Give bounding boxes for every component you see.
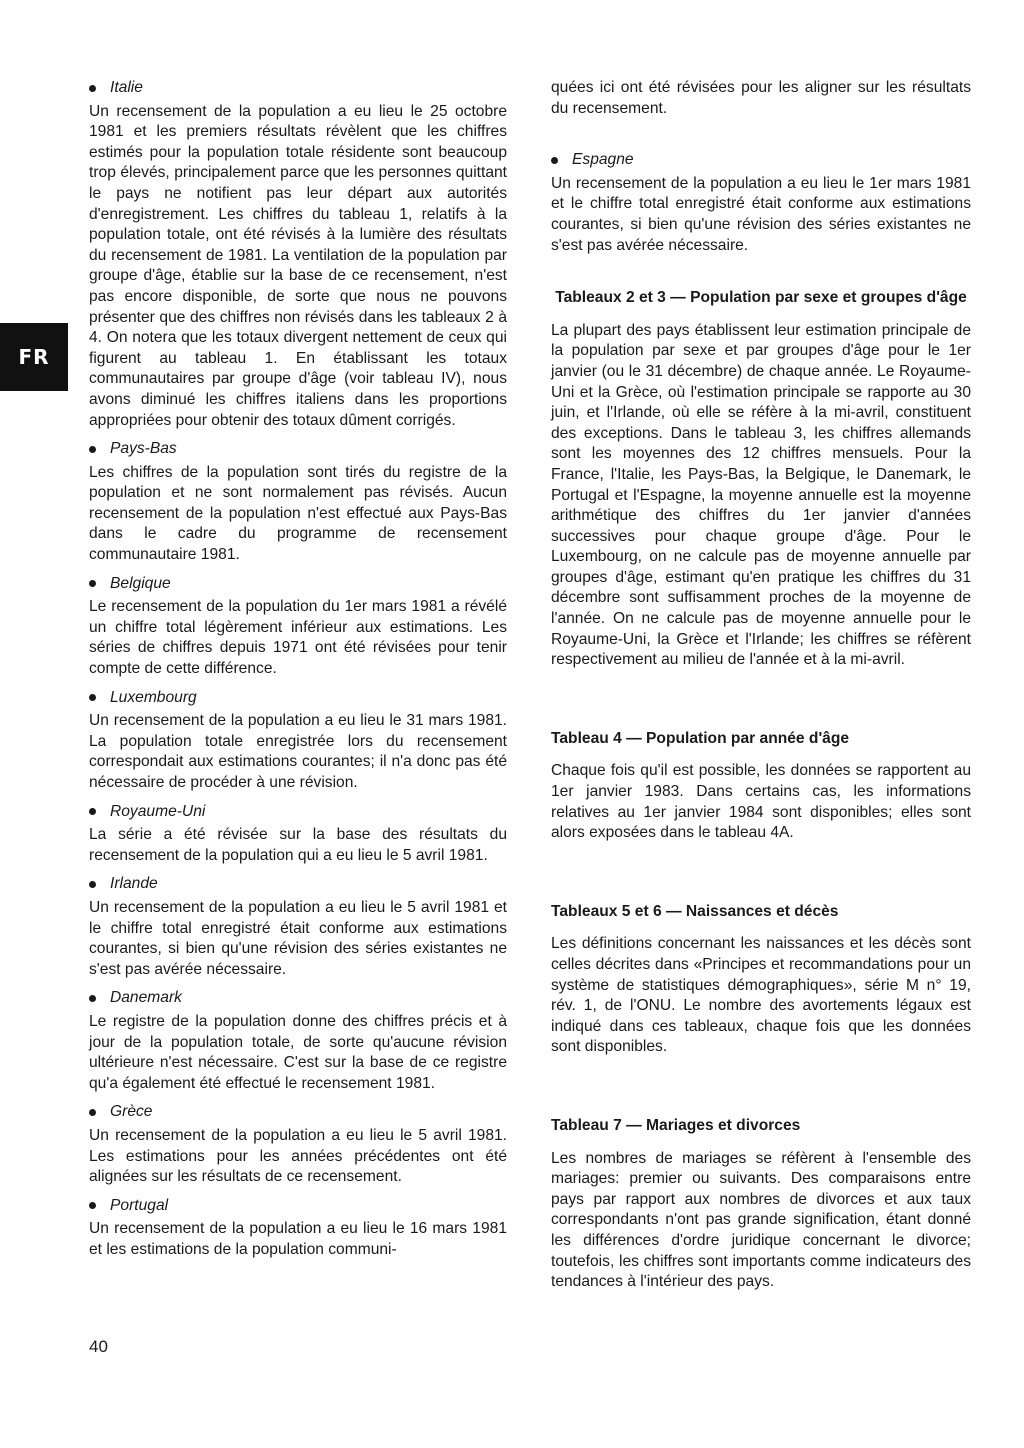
right-column	[551, 78, 971, 1323]
continued-text: quées ici ont été révisées pour les aligner sur les résultats du recensement.	[551, 79, 971, 117]
section-heading	[89, 1102, 507, 1123]
section-portugal	[89, 1196, 507, 1261]
section-text: Les définitions concernant les naissances et les décès sont celles décrites dans «Principes et recommandations pour un système de statistiques démographiques», série M n° 19, rév. 1, de l'ONU. Le nombre des avortements légaux est indiqué dans ces tableaux, chaque fois que les données sont disponibles.	[551, 935, 971, 1056]
left-column	[89, 78, 507, 1268]
section-text: Un recensement de la population a eu lieu le 5 avril 1981 et le chiffre total enregistré était conforme aux estimations courantes, si bien qu'une révision des séries existantes ne s'est pas avérée nécessaire.	[89, 898, 507, 978]
section-title: Grèce	[110, 1103, 153, 1121]
section-text: La série a été révisée sur la base des résultats du recensement de la population qui a eu lieu le 5 avril 1981.	[89, 826, 507, 864]
section-title: Italie	[110, 79, 143, 96]
section-text: Un recensement de la population a eu lieu le 16 mars 1981 et les estimations de la population communi-	[89, 1220, 507, 1258]
section-tableau-7	[551, 1116, 971, 1293]
section-tableaux-5-6	[551, 902, 971, 1058]
section-belgique	[89, 574, 507, 680]
section-heading: Tableaux 5 et 6 — Naissances et décès	[551, 902, 839, 920]
section-tableau-4	[551, 729, 971, 844]
section-irlande	[89, 874, 507, 980]
bullet-icon	[551, 157, 558, 164]
section-heading	[89, 802, 507, 823]
section-title: Royaume-Uni	[110, 802, 206, 820]
section-heading	[551, 150, 971, 171]
section-italie	[89, 78, 507, 431]
bullet-icon	[89, 580, 96, 587]
section-heading	[89, 988, 507, 1009]
section-title: Irlande	[110, 875, 158, 893]
section-text: Le registre de la population donne des chiffres précis et à jour de la population totale, de sorte qu'aucune révision ultérieure n'est nécessaire. C'est sur la base de ce registre qu'a également été effectué le recensement 1981.	[89, 1012, 507, 1092]
section-heading: Tableau 7 — Mariages et divorces	[551, 1116, 801, 1134]
section-text: La plupart des pays établissent leur estimation principale de la population par sexe et par groupes d'âge pour le 1er janvier (ou le 31 décembre) de chaque année. Le Royaume-Uni et la Grèce, où l'estimation principale se rapporte au 30 juin, et l'Irlande, où elle se réfère à la mi-avril, constituent des exceptions. Dans le tableau 3, les chiffres allemands sont les moyennes des 12 chiffres mensuels. Pour la France, l'Italie, les Pays-Bas, la Belgique, le Danemark, le Portugal et l'Espagne, la moyenne annuelle est la moyenne arithmétique des chiffres du 1er janvier d'années successives pour chaque groupe d'âge. Pour le Luxembourg, on ne calcule pas de moyenne annuelle par groupes d'âge, estimant qu'en pratique les chiffres du 31 décembre sont suffisamment proches de la moyenne de l'année. On ne calcule pas de moyenne annuelle pour le Royaume-Uni, la Grèce et l'Irlande; les chiffres se réfèrent respectivement au milieu de l'année et à la mi-avril.	[551, 321, 971, 669]
section-heading	[89, 1196, 507, 1217]
section-heading	[89, 688, 507, 709]
section-espagne	[551, 150, 971, 256]
bullet-icon	[89, 808, 96, 815]
section-heading	[89, 78, 507, 99]
section-text: Les chiffres de la population sont tirés du registre de la population et ne sont normalement pas révisés. Aucun recensement de la population n'est effectué aux Pays-Bas dans le cadre du programme de recensement communautaire 1981.	[89, 463, 507, 564]
section-title: Pays-Bas	[110, 440, 177, 458]
section-title: Portugal	[110, 1196, 169, 1214]
section-danemark	[89, 988, 507, 1094]
section-pays-bas	[89, 439, 507, 566]
section-text: Un recensement de la population a eu lieu le 31 mars 1981. La population totale enregistrée lors du recensement correspondait aux estimations courantes; il n'a donc pas été nécessaire de procéder à une révision.	[89, 712, 507, 791]
language-tab: FR	[0, 323, 68, 391]
section-text: Le recensement de la population du 1er mars 1981 a révélé un chiffre total légèrement inférieur aux estimations. Les séries de chiffres depuis 1971 ont été révisées pour tenir compte de cette différence.	[89, 598, 507, 678]
page-number: 40	[89, 1337, 108, 1356]
section-title: Espagne	[572, 151, 634, 169]
section-heading	[89, 574, 507, 595]
section-text: Un recensement de la population a eu lieu le 1er mars 1981 et le chiffre total enregistré était conforme aux estimations courantes, si bien qu'une révision des séries existantes ne s'est pas avérée nécessaire.	[551, 174, 971, 254]
section-heading: Tableau 4 — Population par année d'âge	[551, 729, 850, 747]
bullet-icon	[89, 85, 96, 92]
section-text: Un recensement de la population a eu lieu le 25 octobre 1981 et les premiers résultats révèlent que les chiffres estimés pour la population totale résidente sont beaucoup trop élevés, principalement parce que les personnes quittant le pays ne notifient pas leur départ aux autorités d'enregistrement. Les chiffres du tableau 1, relatifs à la population totale, ont été révisés à la lumière des résultats du recensement de 1981. La ventilation de la population par groupe d'âge, établie sur la base de ce recensement, n'est pas encore disponible, de sorte que nous ne pouvons présenter que des chiffres non révisés dans les tableaux 2 à 4. On notera que les totaux divergent nettement de ceux qui figurent au tableau 1. En établissant les totaux communautaires par groupe d'âge (voir tableau IV), nous avons diminué les chiffres italiens dans les proportions appropriées pour obtenir des totaux dûment corrigés.	[89, 102, 507, 429]
section-text: Les nombres de mariages se réfèrent à l'ensemble des mariages: premier ou suivants. Des comparaisons entre pays par rapport aux nombres de divorces et aux taux correspondants n'ont pas grande signification, étant donné les différences d'ordre juridique concernant le divorce; toutefois, les chiffres sont importants comme indicateurs des tendances à l'intérieur des pays.	[551, 1149, 971, 1291]
section-heading	[89, 439, 507, 460]
bullet-icon	[89, 694, 96, 701]
section-text: Un recensement de la population a eu lieu le 5 avril 1981. Les estimations pour les années précédentes ont été alignées sur les résultats de ce recensement.	[89, 1126, 507, 1186]
section-luxembourg	[89, 688, 507, 794]
bullet-icon	[89, 446, 96, 453]
bullet-icon	[89, 881, 96, 888]
section-grece	[89, 1102, 507, 1187]
section-title: Luxembourg	[110, 688, 197, 706]
section-title: Danemark	[110, 989, 182, 1007]
section-royaume-uni	[89, 802, 507, 867]
bullet-icon	[89, 995, 96, 1002]
bullet-icon	[89, 1109, 96, 1116]
section-title: Belgique	[110, 574, 171, 592]
section-text: Chaque fois qu'il est possible, les données se rapportent au 1er janvier 1983. Dans certains cas, les informations relatives au 1er janvier 1984 sont disponibles; elles sont alors exposées dans le tableau 4A.	[551, 762, 971, 842]
bullet-icon	[89, 1202, 96, 1209]
section-heading	[89, 874, 507, 895]
section-heading: Tableaux 2 et 3 — Population par sexe et groupes d'âge	[555, 289, 967, 307]
section-tableaux-2-3	[551, 288, 971, 671]
